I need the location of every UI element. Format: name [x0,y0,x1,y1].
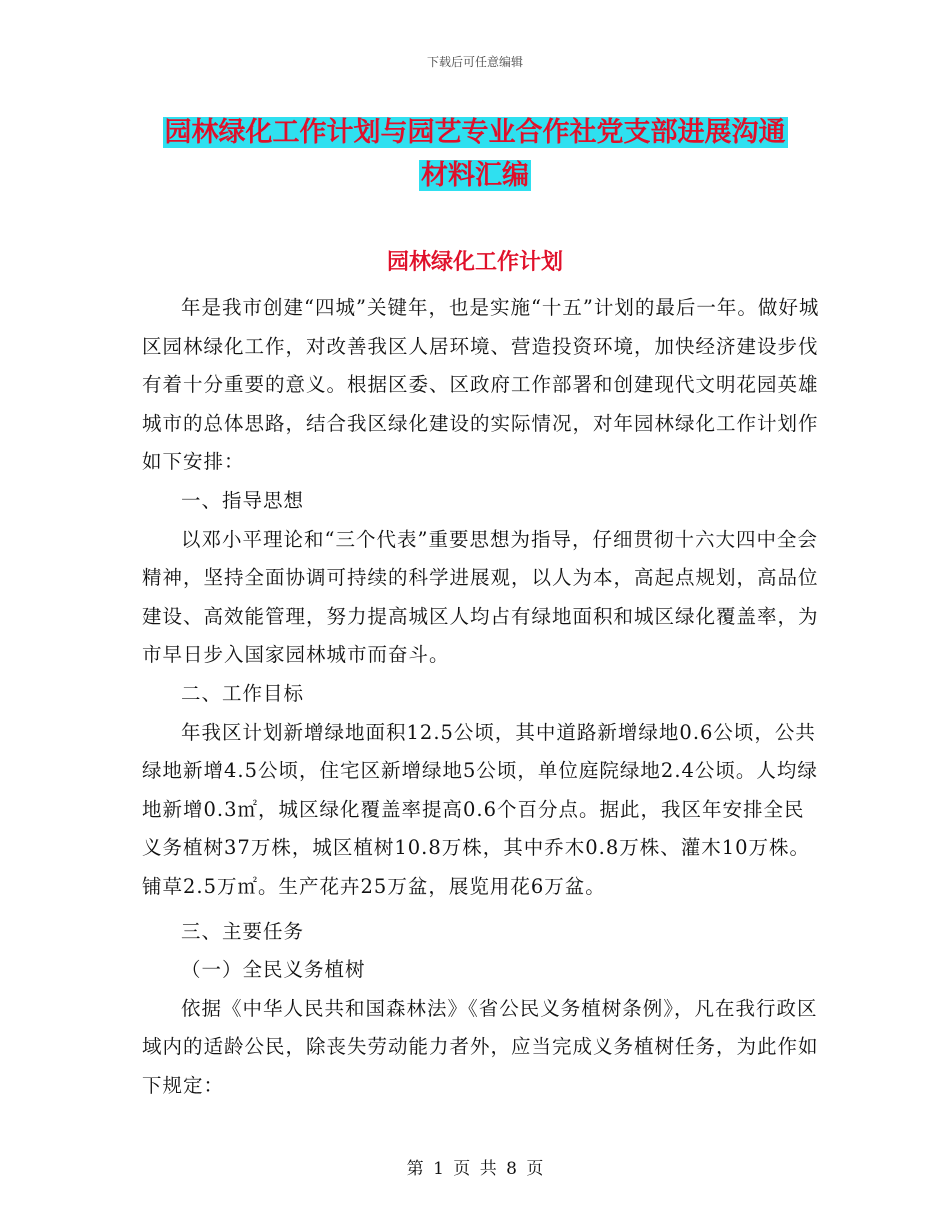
heading-main-tasks: 三、主要任务 [181,919,305,943]
paragraph-tree-planting: 依据《中华人民共和国森林法》《省公民义务植树条例》，凡在我行政区域内的适龄公民，除丧失劳动能力者外，应当完成义务植树任务，为此作如下规定： [142,996,819,1097]
subheading-tree-planting: （一）全民义务植树 [181,958,366,982]
title-text-1: 园林绿化工作计划与园艺专业合作社党支部进展沟通 [164,117,786,148]
document-title-line-1 [0,113,950,153]
header-note: 下载后可任意编辑 [426,55,523,69]
paragraph-work-goals: 年我区计划新增绿地面积12.5公顷，其中道路新增绿地0.6公顷，公共绿地新增4.5公顷，住宅区新增绿地5公顷，单位庭院绿地2.4公顷。人均绿地新增0.3㎡，城区绿化覆盖率提高0.6个百分点。据此，我区年安排全民义务植树37万株，城区植树10.8万株，其中乔木0.8万株、灌木10万株。铺草2.5万㎡。生产花卉25万盆，展览用花6万盆。 [142,720,818,898]
heading-work-goals: 二、工作目标 [181,681,305,705]
paragraph-intro: 年是我市创建“四城”关键年，也是实施“十五”计划的最后一年。做好城区园林绿化工作，对改善我区人居环境、营造投资环境，加快经济建设步伐有着十分重要的意义。根据区委、区政府工作部署和创建现代文明花园英雄城市的总体思路，结合我区绿化建设的实际情况，对年园林绿化工作计划作如下安排： [142,296,820,474]
document-title-line-2 [0,156,950,196]
page-footer: 第 1 页 共 8 页 [406,1159,544,1179]
title-text-2: 材料汇编 [421,160,529,191]
heading-guiding-ideology: 一、指导思想 [181,488,305,512]
paragraph-guiding-ideology: 以邓小平理论和“三个代表”重要思想为指导，仔细贯彻十六大四中全会精神，坚持全面协调可持续的科学进展观，以人为本，高起点规划，高品位建设、高效能管理，努力提高城区人均占有绿地面积和城区绿化覆盖率，为市早日步入国家园林城市而奋斗。 [142,527,819,667]
section-title: 园林绿化工作计划 [386,250,563,275]
document-body [142,289,822,1105]
